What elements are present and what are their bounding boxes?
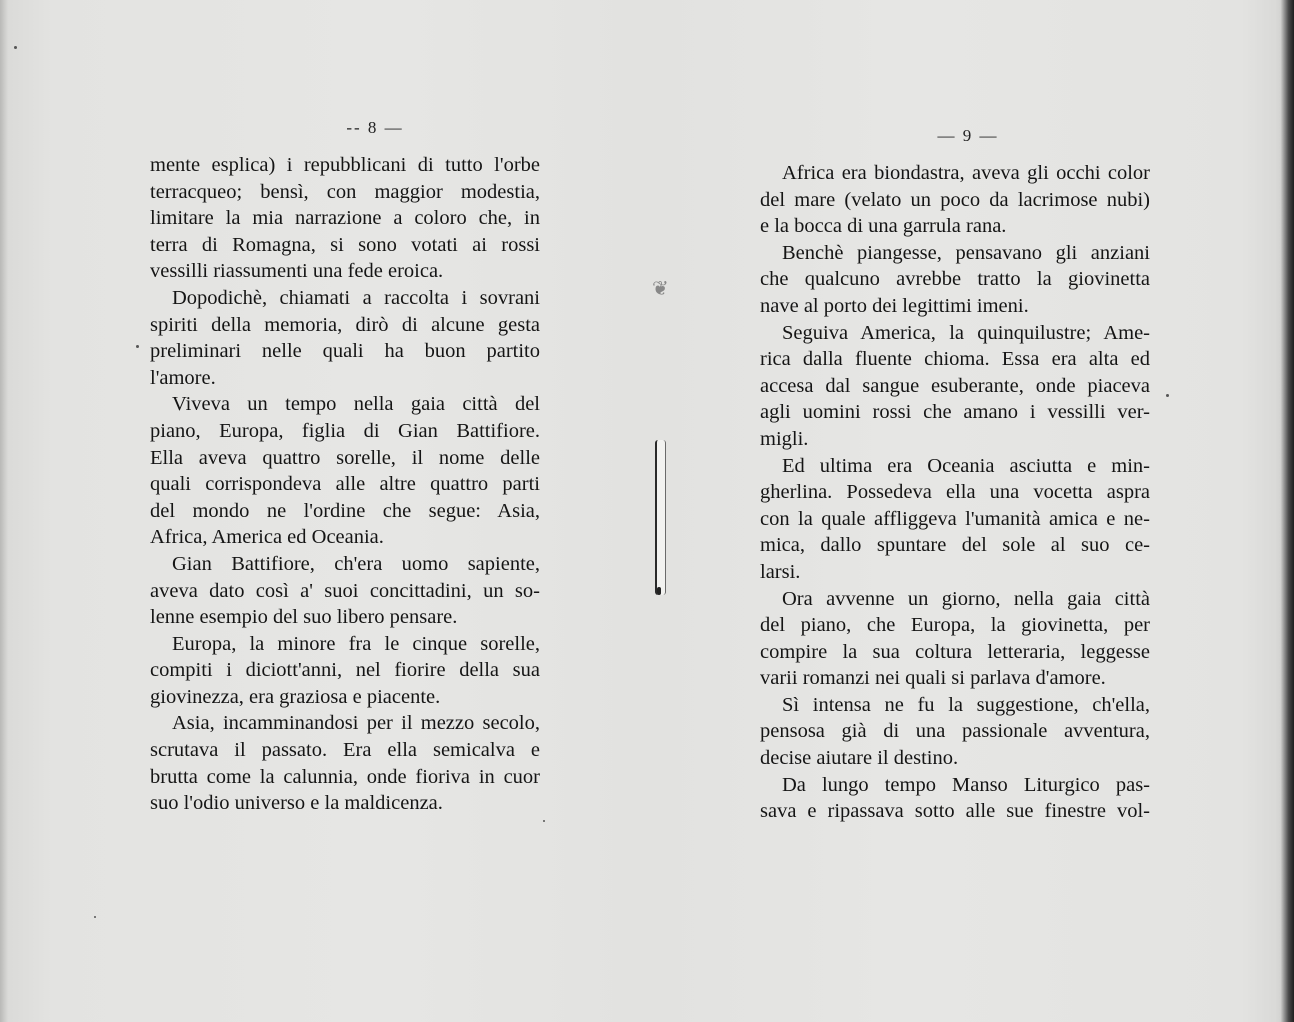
text-line: Africa era biondastra, aveva gli occhi color (782, 162, 1150, 184)
text-line: Gian Battifiore, ch'era uomo sapiente, (172, 552, 540, 575)
text-line: del mondo ne l'ordine che segue: Asia, (150, 499, 540, 522)
text-line: migli. (760, 427, 809, 450)
text-line: terra di Romagna, si sono votati ai rossi (150, 233, 540, 256)
gutter-ink-spot (657, 587, 661, 595)
text-line: sava e ripassava sotto alle sue finestre vol- (760, 800, 1150, 823)
text-line: rica dalla fluente chioma. Essa era alta ed (760, 348, 1150, 371)
left-page (150, 118, 540, 817)
text-line: vessilli riassumenti una fede eroica. (150, 260, 444, 283)
right-page-edge-shadow (1276, 0, 1294, 1022)
text-line: Sì intensa ne fu la suggestione, ch'ella, (782, 693, 1150, 716)
text-line: accesa dal sangue esuberante, onde piaceva (760, 374, 1150, 397)
text-line: Ora avvenne un giorno, nella gaia città (782, 587, 1150, 610)
text-line: l'amore. (150, 366, 216, 389)
text-line: pensosa già di una passionale avventura, (760, 720, 1150, 743)
text-line: gherlina. Possedeva ella una vocetta aspra (760, 481, 1150, 504)
text-line: mente esplica) i repubblicani di tutto l'orbe (150, 154, 540, 176)
paper-speck (1166, 394, 1169, 397)
text-line: Seguiva America, la quinquilustre; Ame- (782, 321, 1150, 344)
text-line: larsi. (760, 560, 801, 583)
paper-speck (94, 916, 96, 918)
right-page-text (760, 160, 1150, 825)
text-line: quali corrispondeva alle altre quattro parti (150, 473, 540, 496)
text-line: del piano, che Europa, la giovinetta, per (760, 614, 1150, 637)
paper-speck (14, 46, 17, 49)
text-line: e la bocca di una garrula rana. (760, 215, 1007, 238)
text-line: compire la sua coltura letteraria, leggesse (760, 640, 1150, 663)
text-line: Dopodichè, chiamati a raccolta i sovrani (172, 286, 540, 309)
page-number-left: -- 8 — (346, 118, 404, 137)
text-line: decise aiutare il destino. (760, 747, 959, 770)
text-line: Europa, la minore fra le cinque sorelle, (172, 632, 540, 655)
text-line: terracqueo; bensì, con maggior modestia, (150, 180, 540, 203)
text-line: varii romanzi nei quali si parlava d'amore. (760, 667, 1106, 690)
text-line: Ella aveva quattro sorelle, il nome delle (150, 446, 540, 469)
text-line: Africa, America ed Oceania. (150, 526, 384, 549)
page-number-right: — 9 — (937, 126, 999, 145)
text-line: limitare la mia narrazione a coloro che, in (150, 207, 540, 230)
gutter-binding-fold (655, 440, 666, 595)
text-line: lenne esempio del suo libero pensare. (150, 606, 458, 629)
left-page-text (150, 152, 540, 817)
text-line: nave al porto dei legittimi imeni. (760, 294, 1029, 317)
gutter-bleed-through-mark: ❦ (652, 276, 669, 300)
text-line: Benchè piangesse, pensavano gli anziani (782, 241, 1150, 264)
paper-speck (543, 820, 545, 822)
text-line: preliminari nelle quali ha buon partito (150, 340, 540, 363)
text-line: scrutava il passato. Era ella semicalva e (150, 739, 540, 762)
text-line: compiti i diciott'anni, nel fiorire della sua (150, 659, 540, 682)
text-line: con la quale affliggeva l'umanità amica e ne- (760, 507, 1150, 530)
text-line: del mare (velato un poco da lacrimose nubi) (760, 188, 1150, 211)
text-line: che qualcuno avrebbe tratto la giovinetta (760, 268, 1150, 291)
right-page (760, 126, 1150, 825)
text-line: giovinezza, era graziosa e piacente. (150, 685, 441, 708)
paper-speck (136, 345, 139, 348)
text-line: Da lungo tempo Manso Liturgico pas- (782, 773, 1150, 796)
text-line: aveva dato così a' suoi concittadini, un so- (150, 579, 540, 602)
text-line: Asia, incamminandosi per il mezzo secolo, (172, 712, 540, 735)
text-line: agli uomini rossi che amano i vessilli ver- (760, 401, 1150, 424)
left-page-edge-shadow (0, 0, 8, 1022)
text-line: Ed ultima era Oceania asciutta e min- (782, 454, 1150, 477)
text-line: spiriti della memoria, dirò di alcune gesta (150, 313, 540, 336)
text-line: brutta come la calunnia, onde fioriva in cuor (150, 765, 540, 788)
text-line: mica, dallo spuntare del sole al suo ce- (760, 534, 1150, 557)
text-line: suo l'odio universo e la maldicenza. (150, 792, 443, 815)
text-line: piano, Europa, figlia di Gian Battifiore. (150, 419, 540, 442)
text-line: Viveva un tempo nella gaia città del (172, 393, 540, 416)
